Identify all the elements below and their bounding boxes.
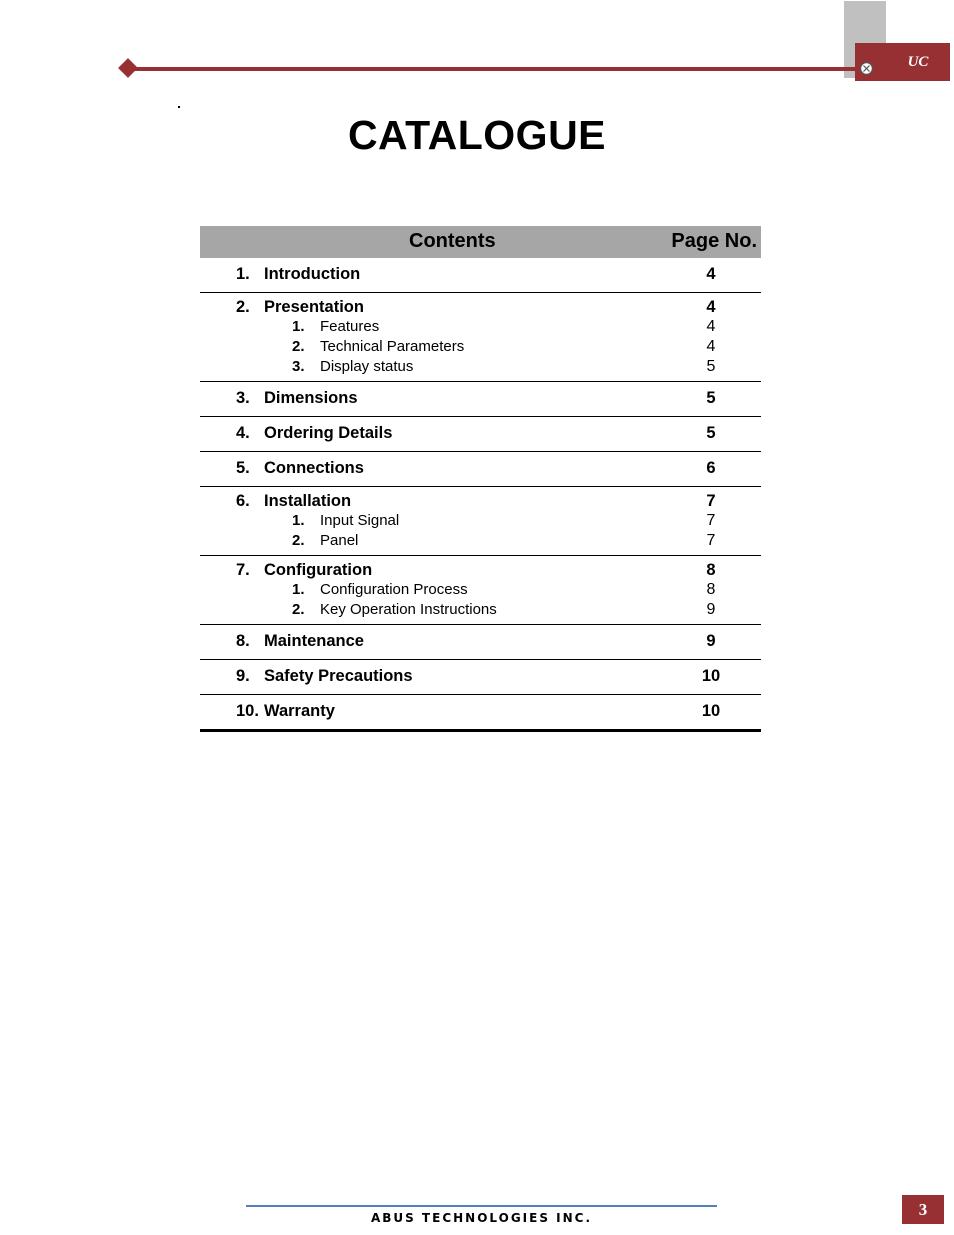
toc-subentry-label: Configuration Process — [320, 581, 468, 598]
toc-table — [200, 226, 761, 732]
toc-subentry-page: 4 — [706, 318, 716, 335]
toc-subentry-line — [200, 512, 761, 532]
toc-subentry-number: 1. — [292, 581, 305, 598]
toc-entry-label: Safety Precautions — [264, 667, 413, 685]
toc-subentry-number: 2. — [292, 338, 305, 355]
toc-subentry-line — [200, 581, 761, 601]
toc-subentry-page: 7 — [706, 532, 716, 549]
toc-entry-page: 4 — [706, 265, 716, 283]
toc-entry-line — [200, 389, 761, 409]
toc-entry-line — [200, 561, 761, 581]
toc-entry-number: 5. — [236, 459, 250, 477]
toc-entry-page: 5 — [706, 389, 716, 407]
toc-entry-label: Dimensions — [264, 389, 358, 407]
close-circle-icon — [859, 61, 874, 76]
toc-subentry-page: 8 — [706, 581, 716, 598]
toc-entry-page: 9 — [706, 632, 716, 650]
toc-subentry-page: 5 — [706, 358, 716, 375]
toc-subentry-line — [200, 358, 761, 378]
footer-company: ABUS TECHNOLOGIES INC. — [370, 1211, 593, 1225]
toc-subentry-label: Panel — [320, 532, 359, 549]
toc-entry — [200, 293, 761, 382]
toc-entry-label: Ordering Details — [264, 424, 393, 442]
toc-entry-line — [200, 667, 761, 687]
toc-subentry-line — [200, 532, 761, 552]
footer-rule — [246, 1205, 717, 1207]
toc-subentry-line — [200, 601, 761, 621]
toc-subentry-page: 7 — [706, 512, 716, 529]
page-number-badge: 3 — [902, 1195, 944, 1224]
toc-entry — [200, 417, 761, 452]
toc-subentry-label: Input Signal — [320, 512, 400, 529]
toc-entry-line — [200, 298, 761, 318]
toc-entry — [200, 660, 761, 695]
toc-entry-line — [200, 492, 761, 512]
toc-entry-number: 2. — [236, 298, 250, 316]
toc-entry-line — [200, 424, 761, 444]
toc-entry-page: 8 — [706, 561, 716, 579]
toc-entry-page: 10 — [701, 667, 721, 685]
header-diamond — [118, 58, 138, 78]
toc-entry — [200, 452, 761, 487]
toc-entry-label: Introduction — [264, 265, 361, 283]
toc-entry-page: 5 — [706, 424, 716, 442]
stray-dot — [178, 106, 180, 108]
page-title: CATALOGUE — [347, 112, 607, 158]
toc-entry-line — [200, 265, 761, 285]
toc-entry-label: Installation — [264, 492, 352, 510]
toc-entry-number: 1. — [236, 265, 250, 283]
toc-entry-number: 9. — [236, 667, 250, 685]
toc-entry-line — [200, 459, 761, 479]
toc-entry-page: 4 — [706, 298, 716, 316]
toc-entry-page: 6 — [706, 459, 716, 477]
toc-entry-line — [200, 702, 761, 722]
toc-header-page: Page No. — [671, 230, 757, 252]
toc-entry-line — [200, 632, 761, 652]
toc-entry-number: 7. — [236, 561, 250, 579]
toc-entry — [200, 556, 761, 625]
toc-subentry-number: 2. — [292, 601, 305, 618]
toc-header-contents: Contents — [409, 230, 496, 252]
toc-entry-number: 10. — [236, 702, 259, 720]
toc-entry — [200, 695, 761, 732]
toc-subentry-label: Display status — [320, 358, 414, 375]
toc-entry-page: 10 — [701, 702, 721, 720]
toc-entry-number: 3. — [236, 389, 250, 407]
toc-entry — [200, 487, 761, 556]
toc-entry-label: Maintenance — [264, 632, 364, 650]
toc-entry-label: Configuration — [264, 561, 373, 579]
toc-entry-number: 8. — [236, 632, 250, 650]
toc-subentry-page: 4 — [706, 338, 716, 355]
toc-entry-label: Connections — [264, 459, 364, 477]
toc-entry — [200, 258, 761, 293]
toc-subentry-label: Key Operation Instructions — [320, 601, 497, 618]
toc-subentry-number: 3. — [292, 358, 305, 375]
toc-entry — [200, 625, 761, 660]
toc-subentry-number: 2. — [292, 532, 305, 549]
toc-subentry-line — [200, 318, 761, 338]
toc-subentry-label: Technical Parameters — [320, 338, 465, 355]
toc-entry-number: 4. — [236, 424, 250, 442]
toc-subentry-number: 1. — [292, 318, 305, 335]
header-tag: UC — [907, 54, 929, 70]
toc-subentry-line — [200, 338, 761, 358]
toc-entry-number: 6. — [236, 492, 250, 510]
toc-header-row — [200, 226, 761, 258]
toc-entry-label: Warranty — [264, 702, 335, 720]
toc-body — [200, 258, 761, 732]
toc-entry-page: 7 — [706, 492, 716, 510]
toc-entry — [200, 382, 761, 417]
toc-subentry-label: Features — [320, 318, 380, 335]
toc-subentry-page: 9 — [706, 601, 716, 618]
toc-entry-label: Presentation — [264, 298, 364, 316]
header-rule — [128, 67, 856, 71]
toc-subentry-number: 1. — [292, 512, 305, 529]
